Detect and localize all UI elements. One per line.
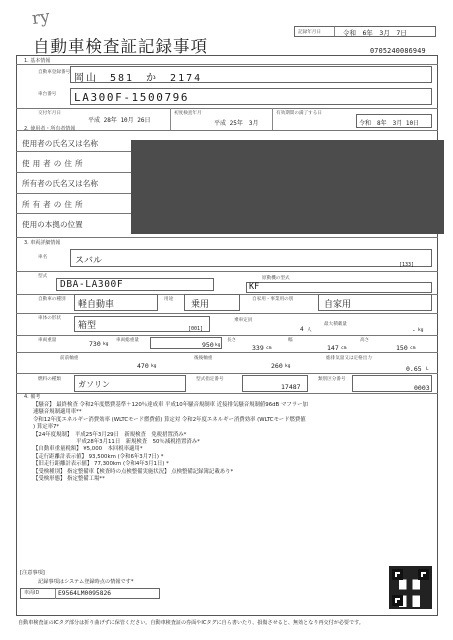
footer-note: 自動車検査証のICタグ部分は折り曲げずに保管ください。自動車検査証の券面やICタグに自ら書いたり、損傷させると、無効となり再交付が必要です。 — [18, 620, 364, 626]
issue-date-box — [294, 26, 436, 37]
capacity-label: 乗車定員 — [234, 318, 253, 323]
engine-box — [246, 282, 432, 293]
business-value: 自家用 — [324, 300, 352, 310]
model-label: 型式 — [38, 274, 48, 279]
displacement-unit: L — [426, 367, 429, 372]
maker-box — [70, 249, 432, 267]
document-number: 0705240086949 — [370, 47, 426, 55]
business-label: 自家用・事業用の別 — [252, 297, 294, 302]
chassis-label: 車台番号 — [38, 92, 57, 97]
front-axle-unit: kg — [151, 364, 157, 369]
remarks-line: 【走行距離計表示値】 93,500km (令和6年3月7日) * — [33, 453, 164, 460]
remarks-line: 【24年度規制】 平成25年3月29日 新規検査 免税措置済み* — [33, 431, 187, 438]
redaction-block — [131, 140, 444, 234]
rear-axle-unit: kg — [285, 364, 291, 369]
designation-label: 型式指定番号 — [196, 377, 224, 382]
issue-date-label: 記録年月日 — [298, 29, 321, 35]
remarks-line: 令和12年度エネルギー消費効率 (WLTCモード燃費値) 算定対 令和2年度エネルギー消費効率 (WLTCモード燃費値 — [33, 416, 306, 423]
use-label: 用途 — [164, 297, 174, 302]
remarks-block — [33, 402, 435, 483]
displacement-label: 総排気量又は定格出力 — [326, 356, 372, 361]
maker-code: [133] — [399, 262, 415, 268]
first-reg-label: 交付年月日 — [38, 111, 61, 116]
issue-date-value: 令和 6年 3月 7日 — [343, 29, 407, 37]
body-value: 箱型 — [78, 321, 97, 331]
remarks-line: 【旧走行距離計表示値】 77,300km (令和4年3月1日) * — [33, 461, 169, 468]
expiry-value: 令和 8年 3月 10日 — [359, 120, 420, 127]
body-label: 車体の形状 — [38, 316, 61, 321]
height-label: 高さ — [360, 338, 370, 343]
user-name-label: 使用者の氏名又は名称 — [22, 139, 98, 148]
first-reg-month-value: 平成 25年 3月 — [214, 120, 259, 127]
height-value: 150 — [396, 344, 408, 352]
rear-axle-label: 後後軸重 — [194, 356, 213, 361]
notes-line: 記録事項はシステム登録時点の情報です* — [38, 579, 134, 585]
fuel-label: 燃料の種類 — [38, 377, 61, 382]
width-unit: cm — [341, 346, 347, 351]
vehicle-type-value: 軽自動車 — [78, 300, 115, 310]
remarks-line: 【騒音】 最終検査 令和2年度燃費基準＋120％達成車 平成10年騒音規制車 近接排気騒音規制値96dB マフラー加 — [33, 402, 308, 408]
first-reg-month-label: 初度検査年月 — [174, 111, 202, 116]
length-value: 339 — [252, 344, 264, 352]
length-label: 長さ — [227, 338, 237, 343]
section-4-title: 4. 備考 — [24, 394, 41, 400]
reg-number-label: 自動車登録番号 — [38, 70, 71, 75]
vehicle-id-value: E9564LM0095826 — [58, 590, 112, 597]
expiry-label: 有効期間の満了する日 — [276, 111, 322, 116]
reg-number-value: 岡山 581 か 2174 — [74, 73, 203, 84]
page-title: 自動車検査証記録事項 — [33, 37, 208, 56]
vehicle-id-label: 車両ID — [24, 590, 40, 596]
gross-weight-value: 950 — [202, 341, 214, 349]
designation-value: 17487 — [281, 383, 301, 391]
remarks-line: 速騒音規制適用車** — [33, 409, 82, 416]
category-label: 類別区分番号 — [318, 377, 346, 382]
rear-axle-value: 260 — [271, 362, 283, 370]
engine-value: KF — [249, 282, 260, 292]
maker-label: 車名 — [38, 255, 48, 260]
max-load-label: 最大積載量 — [324, 322, 347, 327]
engine-label: 原動機の型式 — [262, 276, 290, 281]
handwritten-mark: ry — [30, 6, 52, 30]
length-unit: cm — [266, 346, 272, 351]
width-label: 幅 — [288, 338, 293, 343]
category-value: 0003 — [414, 384, 430, 392]
max-load-unit: kg — [418, 328, 424, 333]
owner-name-label: 所有者の氏名又は名称 — [22, 179, 98, 188]
use-value: 乗用 — [191, 300, 210, 310]
model-value: DBA-LA300F — [60, 279, 124, 290]
maker-value: スバル — [75, 256, 103, 266]
displacement-value: 0.65 — [406, 365, 422, 373]
qr-code-icon — [389, 566, 432, 609]
section-3-title: 3. 車両詳細情報 — [24, 240, 61, 246]
weight-label: 車両重量 — [38, 338, 57, 343]
remarks-line: 平成28年3月11日 新規検査 50％減税措置済み* — [33, 439, 200, 446]
remarks-line: 【受検種別】 指定整備車【検査時の点検整備実施状況】 点検整備記録簿記載あり* — [33, 468, 234, 475]
user-address-label: 使用者の住所 — [22, 159, 86, 168]
remarks-line: ) 算定率7* — [33, 424, 60, 431]
section-2-title: 2. 使用者・所有者情報 — [24, 126, 76, 132]
height-unit: cm — [410, 346, 416, 351]
max-load-value: - — [412, 327, 416, 334]
front-axle-value: 470 — [137, 362, 149, 370]
base-location-label: 使用の本拠の位置 — [22, 220, 83, 229]
weight-unit: kg — [103, 342, 109, 347]
gross-weight-unit: kg — [215, 343, 221, 348]
remarks-line: 【受検形態】 指定整備工場** — [33, 476, 105, 483]
gross-weight-label: 車両総重量 — [116, 338, 139, 343]
notes-title: [注意事項] — [20, 570, 45, 576]
fuel-value: ガソリン — [78, 380, 110, 389]
capacity-value: 4 — [300, 326, 304, 333]
remarks-line: 【自動車重量税額】 ¥5,000 本回税率適用* — [33, 446, 143, 453]
vehicle-type-label: 自動車の種別 — [38, 297, 66, 302]
owner-address-label: 所有者の住所 — [22, 200, 86, 209]
chassis-value: LA300F-1500796 — [74, 91, 190, 104]
section-1-title: 1. 基本情報 — [24, 58, 51, 64]
front-axle-label: 前前軸重 — [60, 356, 79, 361]
capacity-unit: 人 — [307, 328, 312, 333]
width-value: 147 — [327, 344, 339, 352]
first-reg-value: 平成 28年 10月 26日 — [88, 117, 151, 124]
body-code: [001] — [188, 326, 204, 332]
weight-value: 730 — [89, 340, 101, 348]
